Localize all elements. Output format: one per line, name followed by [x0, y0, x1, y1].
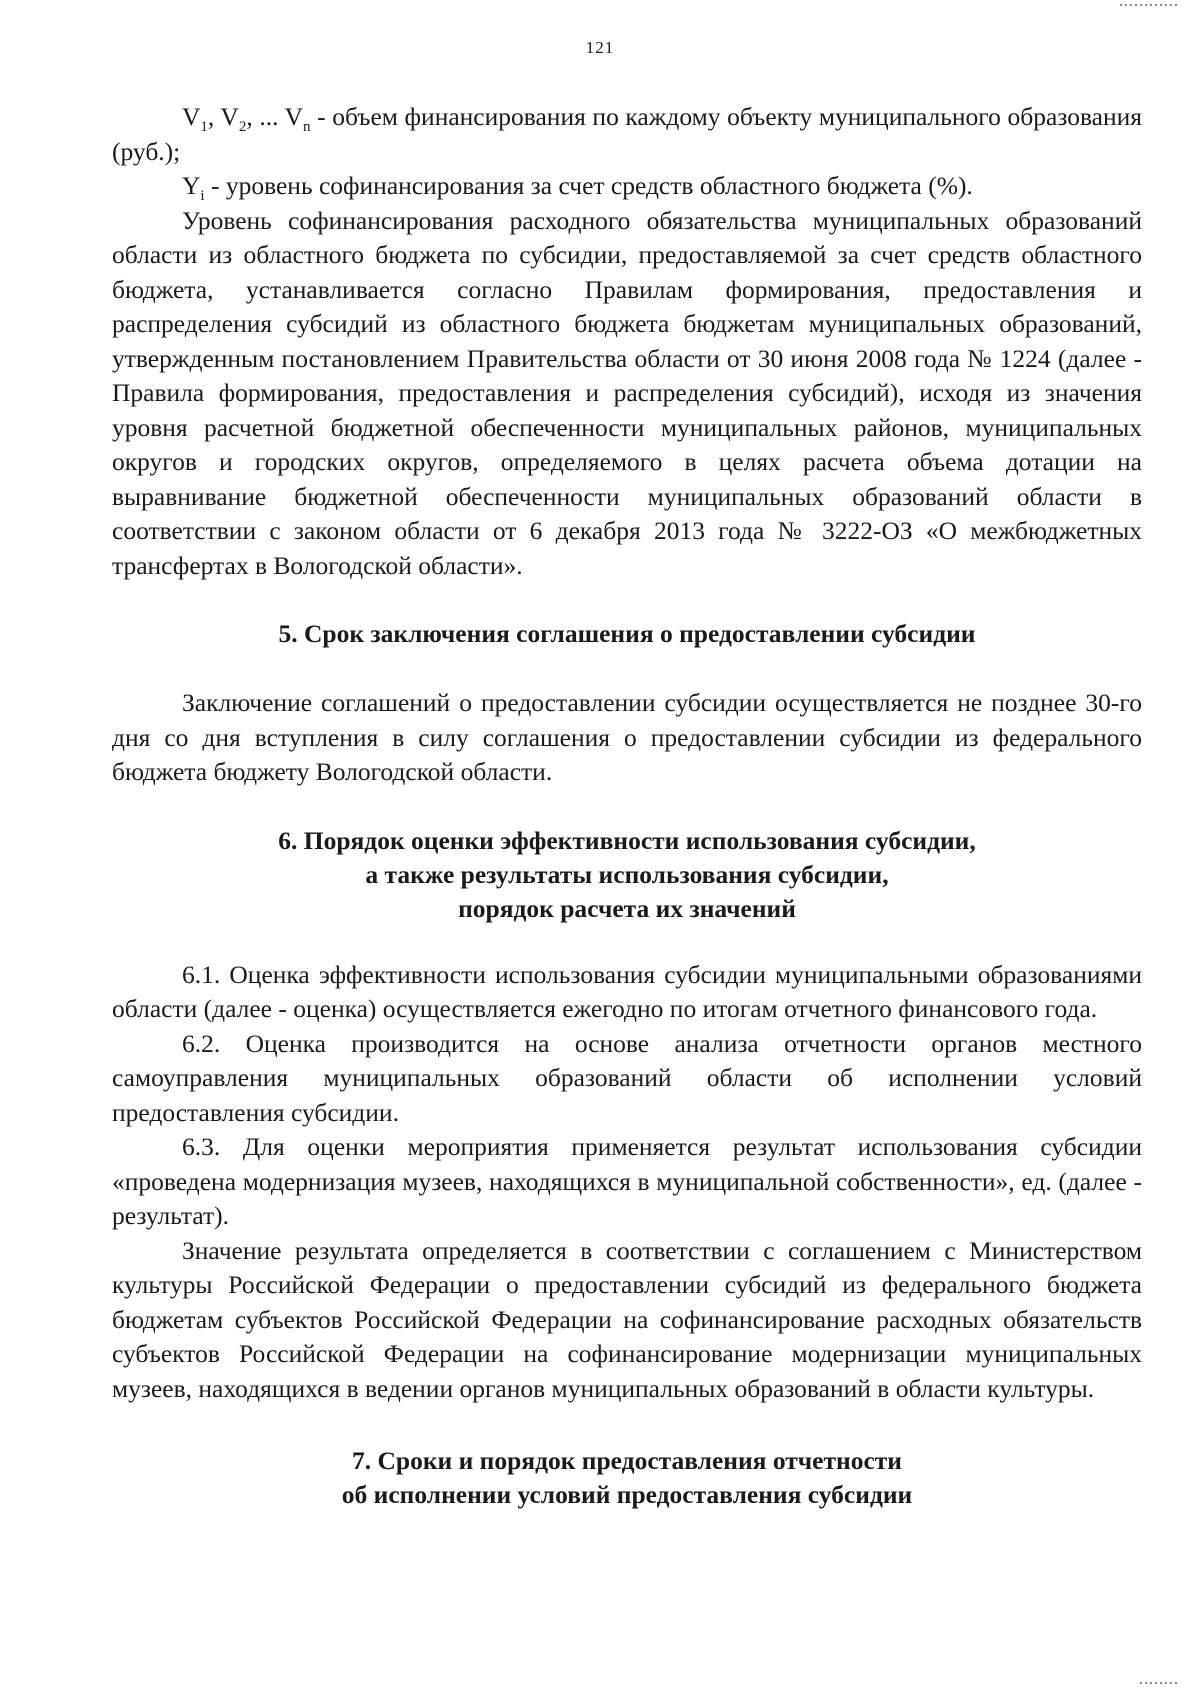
paragraph-6-1: 6.1. Оценка эффективности использования субсидии муниципальными образованиями области (далее - оценка) осуществляется ежегодно по итогам отчетного финансового года.	[112, 959, 1142, 1023]
section-5-title: 5. Срок заключения соглашения о предоставлении субсидии	[278, 619, 976, 648]
scan-artifact-bottom	[1140, 1682, 1180, 1684]
section-5-text: Заключение соглашений о предоставлении субсидии осуществляется не позднее 30-го дня со дня вступления в силу соглашения о предоставлении субсидии из федерального бюджета бюджету Вологодской области.	[112, 688, 1142, 786]
paragraph-6-2: 6.2. Оценка производится на основе анализа отчетности органов местного самоуправления муниципальных образований области об исполнении условий предоставления субсидии.	[112, 1028, 1142, 1127]
section-6-title-line-1: 6. Порядок оценки эффективности использования субсидии,	[278, 825, 976, 855]
section-6-title-line-3: порядок расчета их значений	[458, 893, 796, 923]
page-number: 121	[585, 38, 615, 57]
section-6-title-line-2: а также результаты использования субсидии,	[365, 859, 889, 889]
section-7-title-line-2: об исполнении условий предоставления субсидии	[341, 1480, 913, 1509]
paragraph-cofinancing-level: Уровень софинансирования расходного обязательства муниципальных образований области из областного бюджета по субсидии, предоставляемой за счет средств областного бюджета, устанавливается согласно Правилам формирования, предоставления и распределения субсидий из областного бюджета бюджетам муниципальных образований, утвержденным постановлением Правительства области от 30 июня 2008 года № 1224 (далее - Правила формирования, предоставления и распределения субсидий), исходя из значения уровня расчетной бюджетной обеспеченности муниципальных районов, муниципальных округов и городских округов, определяемого в целях расчета объема дотации на выравнивание бюджетной обеспеченности муниципальных образований области в соответствии с законом области от 6 декабря 2013 года № 3222-ОЗ «О межбюджетных трансфертах в Вологодской области».	[112, 205, 1142, 580]
section-7-title	[112, 1444, 1142, 1512]
section-7-title-line-1: 7. Сроки и порядок предоставления отчетности	[352, 1446, 902, 1475]
section-6-title	[112, 824, 1142, 926]
scan-artifact-top	[1120, 4, 1180, 6]
definition-v: $V_1$, $V_2$, ... $V_n$ - объем финансирования по каждому объекту муниципального образования (руб.);	[112, 102, 1142, 166]
paragraph-6-3: 6.3. Для оценки мероприятия применяется результат использования субсидии «проведена модернизация музеев, находящихся в муниципальной собственности», ед. (далее - результат).	[112, 1132, 1142, 1230]
document-body	[112, 100, 1142, 1512]
paragraph-result-value: Значение результата определяется в соответствии с соглашением с Министерством культуры Российской Федерации о предоставлении субсидий из федерального бюджета бюджетам субъектов Российской Федерации на софинансирование расходных обязательств субъектов Российской Федерации на софинансирование модернизации муниципальных музеев, находящихся в ведении органов муниципальных образований в области культуры.	[112, 1235, 1142, 1403]
definition-y: $Y_i$ - уровень софинансирования за счет средств областного бюджета (%).	[182, 171, 973, 205]
